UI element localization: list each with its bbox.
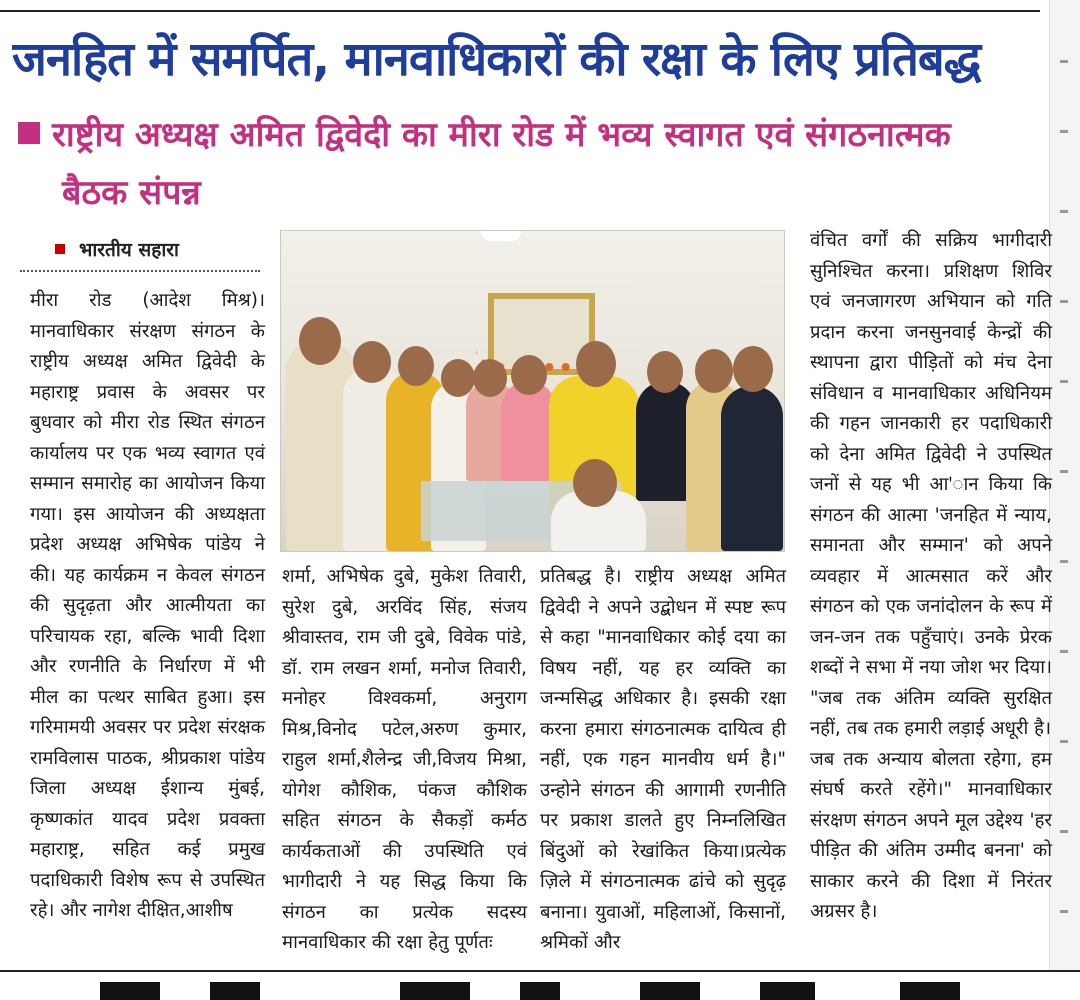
byline-dotted-rule [20, 270, 260, 272]
subheadline [18, 106, 1028, 222]
article-column-1 [30, 286, 265, 927]
person-head [299, 317, 341, 365]
person-figure [721, 386, 783, 551]
person-head [353, 341, 391, 383]
person-head [473, 359, 507, 397]
column-4-paragraph-2: जब तक अन्याय बोलता रहेगा, हम संघर्ष करते रहेंगे।" मानवाधिकार संरक्षण संगठन अपने मूल उद्देश्य 'हर पीड़ित की अंतिम उम्मीद बनना' को साकार करने की दिशा में निरंतर अग्रसर है। [810, 748, 1052, 922]
article-column-3 [540, 562, 786, 959]
subhead-line-2: बैठक संपन्न [62, 173, 201, 213]
adjacent-column-edge [1049, 0, 1080, 998]
subhead-square-bullet [18, 122, 40, 144]
person-head [695, 349, 733, 393]
person-head [398, 346, 434, 386]
person-figure [501, 381, 556, 481]
article-column-2 [282, 562, 527, 959]
byline-bullet [55, 244, 65, 254]
column-4-paragraph-1: वंचित वर्गों की सक्रिय भागीदारी सुनिश्चित करना। प्रशिक्षण शिविर एवं जनजागरण अभियान को गति प्रदान करना जनसुनवाई केन्द्रों की स्थापना द्वारा पीड़ितों को मंच देना संविधान व मानवाधिकार अधिनियम की गहन जानकारी हर पदाधिकारी को देना अमित द्विवेदी ने उपस्थित जनों से यह भी आ'ान किया कि संगठन की आत्मा 'जनहित में न्याय, समानता और सम्मान' को अपने व्यवहार में आत्मसात करें और संगठन को एक जनांदोलन के रूप में जन-जन तक पहुँचाएं। उनके प्रेरक शब्दों ने सभा में नया जोश भर दिया। "जब तक अंतिम व्यक्ति सुरक्षित नहीं, तब तक हमारी लड़ाई अधूरी है। [810, 230, 1052, 739]
event-photo [280, 230, 785, 552]
column-2-text: शर्मा, अभिषेक दुबे, मुकेश तिवारी, सुरेश दुबे, अरविंद सिंह, संजय श्रीवास्तव, राम जी दुबे, विवेक पांडे, डॉ. राम लखन शर्मा, मनोज तिवारी, मनोहर विश्वकर्मा, अनुराग मिश्र,विनोद पटेल,अरुण कुमार, राहुल शर्मा,शैलेन्द्र जी,विजय मिश्रा, योगेश कौशिक, पंकज कौशिक सहित संगठन के सैकड़ों कर्मठ कार्यकताओं की उपस्थिति एवं भागीदारी ने यह सिद्ध किया कि संगठन का प्रत्येक सदस्य मानवाधिकार की रक्षा हेतु पूर्णतः [282, 566, 527, 953]
subhead-line-1: राष्ट्रीय अध्यक्ष अमित द्विवेदी का मीरा रोड में भव्य स्वागत एवं संगठनात्मक [52, 115, 951, 155]
top-rule [0, 10, 1040, 12]
person-head [576, 341, 616, 387]
person-head [647, 351, 683, 393]
column-1-text: मीरा रोड (आदेश मिश्र)। मानवाधिकार संरक्षण संगठन के राष्ट्रीय अध्यक्ष अमित द्विवेदी के महाराष्ट्र प्रवास के अवसर पर बुधवार को मीरा रोड स्थित संगठन कार्यालय पर एक भव्य स्वागत एवं सम्मान समारोह का आयोजन किया गया। इस आयोजन की अध्यक्षता प्रदेश अध्यक्ष अभिषेक पांडेय ने की। यह कार्यक्रम न केवल संगठन की सुदृढ़ता और आत्मीयता का परिचायक रहा, बल्कि भावी दिशा और रणनीति के निर्धारण में भी मील का पत्थर साबित हुआ। इस गरिमामयी अवसर पर प्रदेश संरक्षक रामविलास पाठक, श्रीप्रकाश पांडेय जिला अध्यक्ष ईशान्य मुंबई, कृष्णकांत यादव प्रदेश प्रवक्ता महाराष्ट्र, सहित कई प्रमुख पदाधिकारी विशेष रूप से उपस्थित रहे। और नागेश दीक्षित,आशीष [30, 290, 265, 921]
byline [55, 236, 179, 262]
ceiling-light [481, 231, 521, 241]
person-head [511, 355, 547, 395]
headline: जनहित में समर्पित, मानवाधिकारों की रक्षा के लिए प्रतिबद्ध [12, 32, 981, 87]
column-3-text: प्रतिबद्ध है। राष्ट्रीय अध्यक्ष अमित द्विवेदी ने अपने उद्बोधन में स्पष्ट रूप से कहा "मानवाधिकार कोई दया का विषय नहीं, यह हर व्यक्ति का जन्मसिद्ध अधिकार है। इसकी रक्षा करना हमारा संगठनात्मक दायित्व ही नहीं, एक गहन मानवीय धर्म है।" उन्होने संगठन की आगामी रणनीति पर प्रकाश डालते हुए निम्नलिखित बिंदुओं को रेखांकित किया।प्रत्येक ज़िले में संगठनात्मक ढांचे को सुदृढ़ बनाना। युवाओं, महिलाओं, किसानों, श्रमिकों और [540, 566, 786, 953]
next-headline-cropped [0, 970, 1080, 1000]
byline-source: भारतीय सहारा [79, 239, 179, 261]
person-head [733, 346, 773, 392]
seated-person-head [573, 459, 617, 507]
article-column-4 [810, 226, 1052, 928]
